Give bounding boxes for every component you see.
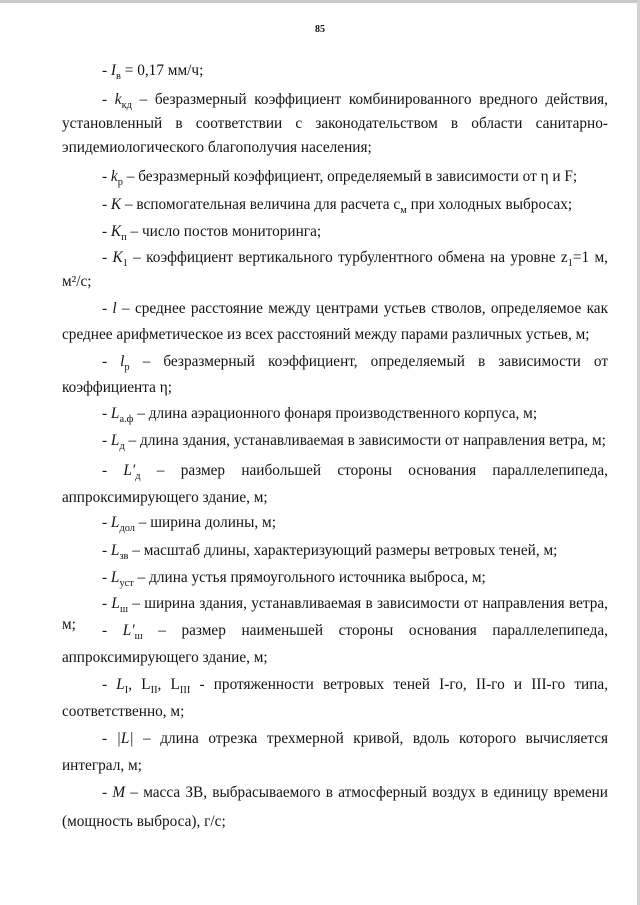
definition-item-ldol: - $L_{дол}$ – ширина долины, м; — [102, 514, 276, 535]
definition-item-ld-prime: - $L'_д$ – размер наибольшей стороны основания параллелепипеда, аппроксимирующего здание, м; — [62, 462, 608, 506]
page-number: 85 — [315, 24, 325, 35]
definition-item-lust: - $L_{уст}$ – длина устья прямоугольного источника выброса, м; — [102, 569, 486, 590]
definition-item-iv: - $I_в = 0,17$ мм/ч; — [102, 62, 204, 83]
definition-item-l: - l – среднее расстояние между центрами устьев стволов, определяемое как среднее арифметическое из всех расстояний между парами различных устьев, м; — [62, 300, 608, 343]
definition-item-lsh-prime: - $L'_ш$ – размер наименьшей стороны основания параллелепипеда, аппроксимирующего здание, м; — [62, 622, 608, 666]
definition-item-l-shadows: - $L_I$, $L_{II}$, $L_{III}$ - протяженности ветровых теней I-го, II-го и III-го типа, соответственно, м; — [62, 676, 609, 720]
definition-item-lr: - $l_р$ – безразмерный коэффициент, определяемый в зависимости от коэффициента η; — [62, 353, 608, 396]
definition-item-kr: - $k_р$ – безразмерный коэффициент, определяемый в зависимости от η и F; — [102, 168, 578, 189]
definition-item-laf: - $L_{а.ф}$ – длина аэрационного фонаря производственного корпуса, м; — [102, 405, 538, 426]
definition-item-curve-length: - |L| – длина отрезка трехмерной кривой, вдоль которого вычисляется интеграл, м; — [62, 730, 608, 774]
definition-item-k1: - $K_1$ – коэффициент вертикального турбулентного обмена на уровне $z_1=1$ м, м²/с; — [62, 249, 609, 290]
definition-item-lsh: - $L_ш$ – ширина здания, устанавливаемая в зависимости от направления ветра, м; — [62, 595, 609, 633]
definition-item-kp: - $K_п$ – число постов мониторинга; — [102, 223, 322, 244]
definition-item-ld: - $L_д$ – длина здания, устанавливаемая в зависимости от направления ветра, м; — [102, 432, 606, 453]
definition-item-kkd: - $k_{кд}$ – безразмерный коэффициент комбинированного вредного действия, установленный в соответствии с законодательством в области санитарно-эпидемиологического благополучия населения; — [62, 91, 609, 156]
definition-item-k: - K – вспомогательная величина для расчета $с_м$ при холодных выбросах; — [102, 196, 573, 217]
definition-item-m: - M – масса ЗВ, выбрасываемого в атмосферный воздух в единицу времени (мощность выброса), г/с; — [62, 784, 608, 830]
scan-edge-top — [0, 0, 640, 3]
definition-item-lzv: - $L_{зв}$ – масштаб длины, характеризующий размеры ветровых теней, м; — [102, 542, 558, 563]
